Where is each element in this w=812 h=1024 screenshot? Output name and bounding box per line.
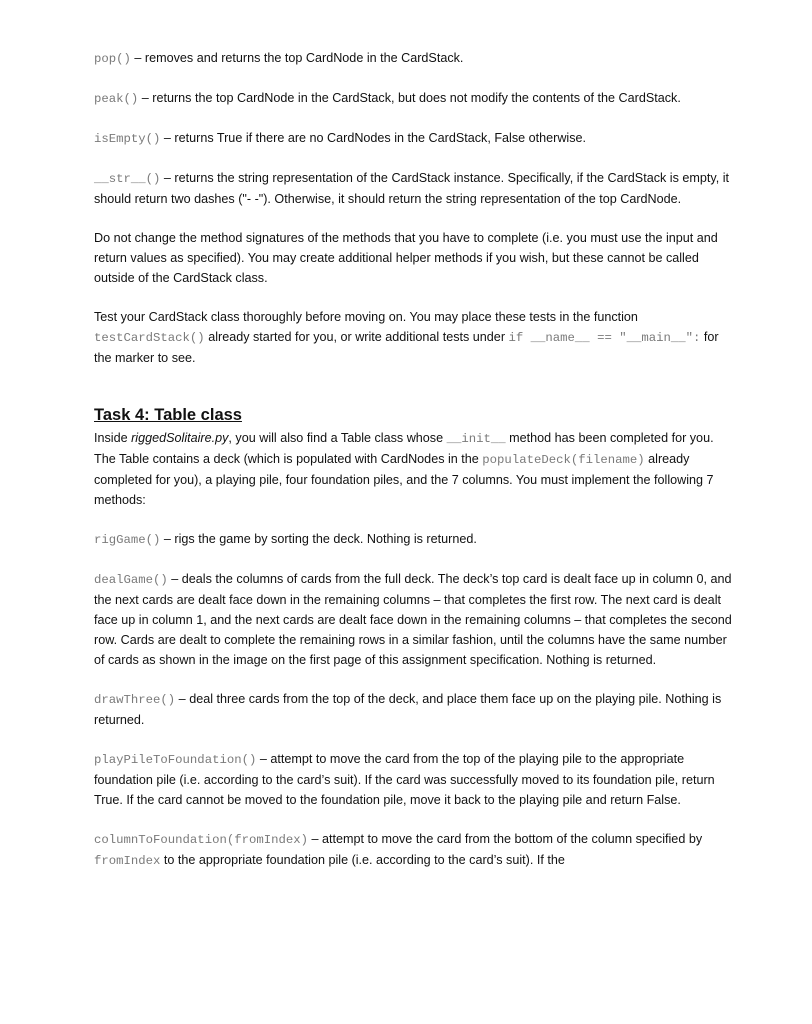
testing-text-2: already started for you, or write additional tests under [204, 330, 509, 344]
code-populatedeck: populateDeck(filename) [482, 453, 645, 467]
code-fromindex: fromIndex [94, 854, 161, 868]
desc-str: – returns the string representation of the CardStack instance. Specifically, if the CardStack is empty, it should return two dashes ("- -"). Otherwise, it should return the string representation of the top CardNode. [94, 171, 730, 206]
code-playpiletofoundation: playPileToFoundation() [94, 753, 257, 767]
paragraph-signatures: Do not change the method signatures of the methods that you have to complete (i.e. you must use the input and return values as specified). You may create additional helper methods if you wish, but these cannot be called outside of the CardStack class. [94, 231, 718, 285]
code-riggame: rigGame() [94, 533, 161, 547]
desc-pop: – removes and returns the top CardNode in the CardStack. [130, 51, 464, 65]
code-columntofoundation: columnToFoundation(fromIndex) [94, 833, 309, 847]
filename-italic: riggedSolitaire.py [131, 431, 229, 445]
intro-text-2: , you will also find a Table class whose [228, 431, 447, 445]
code-str: __str__() [94, 172, 161, 186]
desc-playpiletofoundation: – attempt to move the card from the top of the playing pile to the appropriate foundation pile (i.e. according to the card’s suit). If the card was successfully moved to its foundation pile, return True. If the card cannot be moved to the foundation pile, move it back to the playing pile and return False. [94, 752, 715, 807]
testing-text-3: for the marker to see. [94, 330, 719, 365]
method-str [94, 168, 734, 209]
section-heading: Task 4: Table class [94, 406, 242, 424]
desc-dealgame: – deals the columns of cards from the full deck. The deck’s top card is dealt face up in column 0, and the next cards are dealt face down in the remaining columns – that completes the first row. The next card is dealt face up in column 1, and the next cards are dealt face down in the remaining columns – that completes the second row. Cards are dealt to complete the remaining rows in a similar fashion, until the columns have the same number of cards as shown in the image on the first page of this assignment specification. Nothing is returned. [94, 572, 732, 667]
desc-drawthree: – deal three cards from the top of the deck, and place them face up on the playing pile. Nothing is returned. [94, 692, 722, 727]
method-columntofoundation [94, 829, 734, 871]
code-dealgame: dealGame() [94, 573, 168, 587]
code-init: __init__ [446, 432, 506, 446]
code-drawthree: drawThree() [94, 693, 176, 707]
code-isempty: isEmpty() [94, 132, 161, 146]
document-page [94, 48, 734, 890]
method-pop [94, 48, 734, 69]
code-pop: pop() [94, 52, 131, 66]
intro-text-1: Inside [94, 431, 132, 445]
desc-columntofoundation-2: to the appropriate foundation pile (i.e. according to the card’s suit). If the [160, 853, 565, 867]
paragraph-table-intro [94, 428, 734, 510]
method-peak [94, 88, 734, 109]
desc-columntofoundation-1: – attempt to move the card from the bottom of the column specified by [308, 832, 703, 846]
desc-isempty: – returns True if there are no CardNodes in the CardStack, False otherwise. [160, 131, 587, 145]
desc-riggame: – rigs the game by sorting the deck. Nothing is returned. [160, 532, 477, 546]
method-playpiletofoundation [94, 749, 734, 810]
code-main-guard: if __name__ == "__main__": [508, 331, 701, 345]
method-drawthree [94, 689, 734, 730]
paragraph-testing [94, 307, 734, 368]
code-testcardstack: testCardStack() [94, 331, 205, 345]
method-dealgame [94, 569, 734, 670]
testing-text-1: Test your CardStack class thoroughly before moving on. You may place these tests in the function [94, 310, 638, 324]
intro-text-4: already completed for you), a playing pile, four foundation piles, and the 7 columns. You must implement the following 7 methods: [94, 452, 714, 507]
code-peak: peak() [94, 92, 139, 106]
intro-text-3: method has been completed for you. The Table contains a deck (which is populated with CardNodes in the [94, 431, 714, 466]
method-riggame [94, 529, 734, 550]
method-isempty [94, 128, 734, 149]
desc-peak: – returns the top CardNode in the CardStack, but does not modify the contents of the CardStack. [138, 91, 681, 105]
